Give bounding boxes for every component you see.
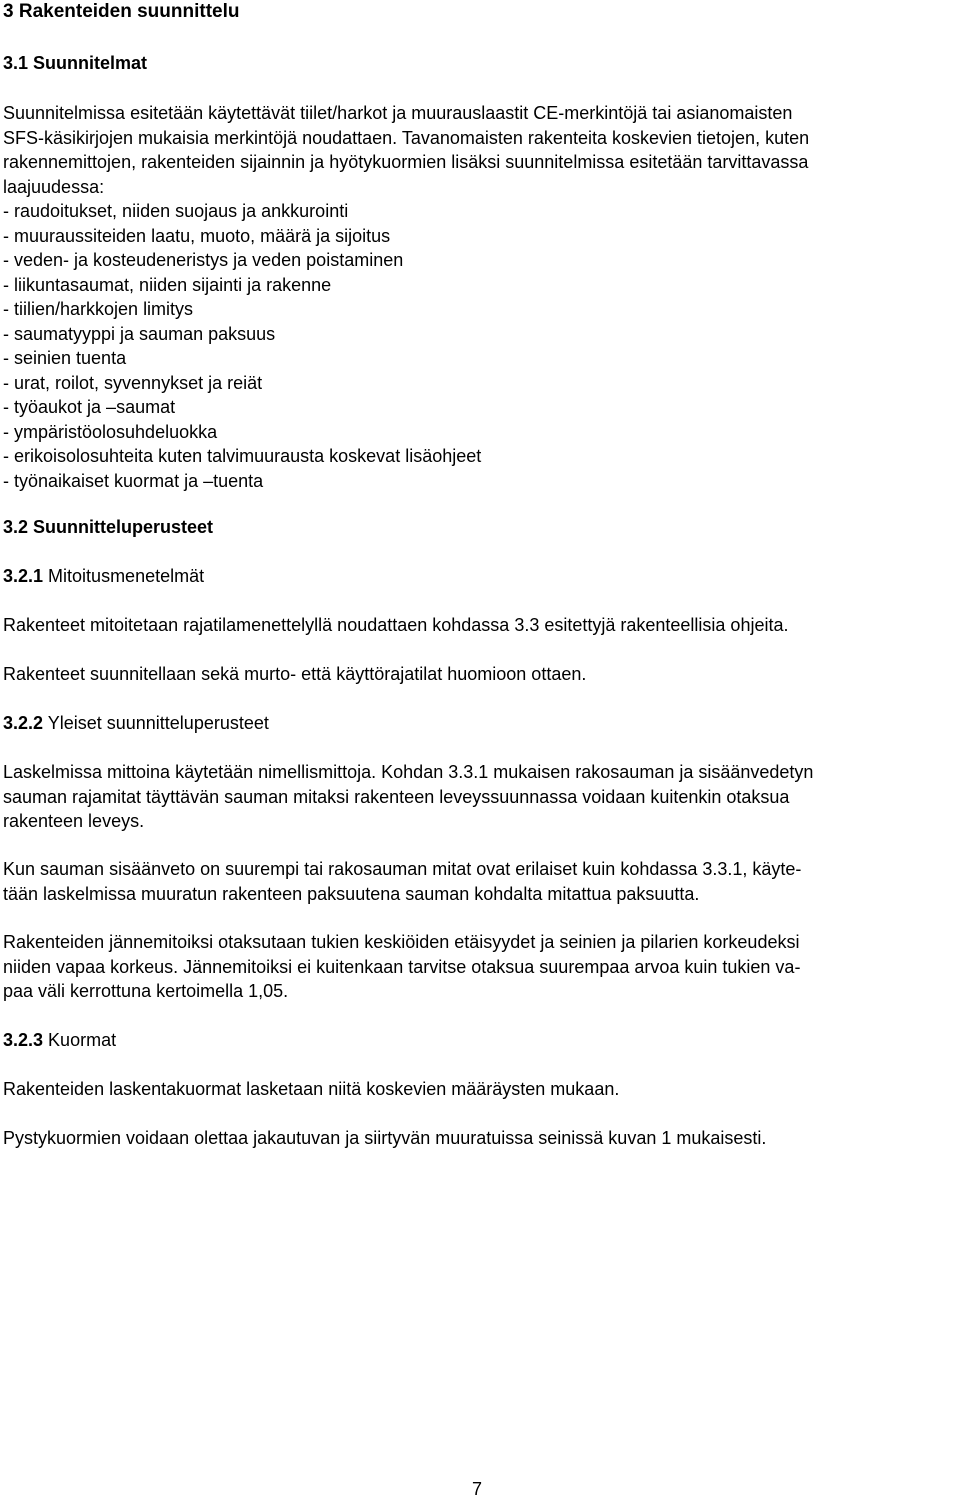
paragraph-line: Suunnitelmissa esitetään käytettävät tiilet/harkot ja muurauslaastit CE-merkintöjä tai asianomaisten: [3, 103, 793, 123]
list-item: - työaukot ja –saumat: [3, 397, 176, 417]
chapter-heading: 3 Rakenteiden suunnittelu: [3, 1, 240, 22]
paragraph: Rakenteiden laskentakuormat lasketaan niitä koskevien määräysten mukaan.: [3, 1079, 620, 1099]
paragraph-line: sauman rajamitat täyttävän sauman mitaksi rakenteen leveyssuunnassa voidaan kuitenkin otaksua: [3, 786, 790, 807]
subsection-heading-3-2-3: [3, 1028, 953, 1053]
section-heading-3-2: 3.2 Suunnitteluperusteet: [3, 517, 214, 537]
subsection-number: 3.2.2: [3, 713, 44, 733]
subsection-title: Kuormat: [43, 1030, 117, 1050]
subsection-heading-3-2-2: [3, 711, 953, 736]
list-item: - muuraussiteiden laatu, muoto, määrä ja sijoitus: [3, 225, 391, 246]
intro-paragraph: [3, 101, 953, 199]
paragraph: [3, 930, 953, 1004]
list-item: - työnaikaiset kuormat ja –tuenta: [3, 470, 264, 491]
subsection-heading-3-2-1: [3, 564, 953, 589]
section-heading-3-1: 3.1 Suunnitelmat: [3, 53, 148, 73]
paragraph-line: tään laskelmissa muuratun rakenteen paksuutena sauman kohdalta mitattua paksuutta.: [3, 883, 700, 904]
list-item: - saumatyyppi ja sauman paksuus: [3, 323, 276, 344]
paragraph-line: Laskelmissa mittoina käytetään nimellismittoja. Kohdan 3.3.1 mukaisen rakosauman ja sisäänvedetyn: [3, 762, 814, 782]
paragraph-line: rakennemittojen, rakenteiden sijainnin ja hyötykuormien lisäksi suunnitelmissa esitetään tarvittavassa: [3, 152, 809, 172]
paragraph-line: SFS-käsikirjojen mukaisia merkintöjä noudattaen. Tavanomaisten rakenteita koskevien tietojen, kuten: [3, 127, 810, 148]
page-number: 7: [472, 1479, 483, 1499]
paragraph-line: niiden vapaa korkeus. Jännemitoiksi ei kuitenkaan tarvitse otaksua suurempaa arvoa kuin tukien va-: [3, 956, 801, 977]
paragraph: [3, 857, 953, 906]
paragraph: Rakenteet mitoitetaan rajatilamenettelyllä noudattaen kohdassa 3.3 esitettyjä rakenteellisia ohjeita.: [3, 615, 789, 635]
requirements-list: [3, 199, 953, 493]
list-item: - seinien tuenta: [3, 348, 127, 368]
list-item: - ympäristöolosuhdeluokka: [3, 421, 218, 442]
list-item: - urat, roilot, syvennykset ja reiät: [3, 372, 263, 393]
list-item: - liikuntasaumat, niiden sijainti ja rakenne: [3, 274, 332, 295]
paragraph-line: laajuudessa:: [3, 176, 105, 197]
paragraph-line: rakenteen leveys.: [3, 811, 145, 831]
paragraph-line: paa väli kerrottuna kertoimella 1,05.: [3, 981, 289, 1001]
paragraph: Pystykuormien voidaan olettaa jakautuvan ja siirtyvän muuratuissa seinissä kuvan 1 mukaisesti.: [3, 1128, 767, 1148]
subsection-number: 3.2.3: [3, 1030, 44, 1050]
list-item: - raudoitukset, niiden suojaus ja ankkurointi: [3, 201, 349, 221]
subsection-number: 3.2.1: [3, 566, 44, 586]
paragraph: [3, 760, 953, 834]
list-item: - veden- ja kosteudeneristys ja veden poistaminen: [3, 250, 404, 270]
paragraph-line: Rakenteiden jännemitoiksi otaksutaan tukien keskiöiden etäisyydet ja seinien ja pilarien korkeudeksi: [3, 932, 800, 952]
list-item: - tiilien/harkkojen limitys: [3, 299, 194, 319]
list-item: - erikoisolosuhteita kuten talvimuurausta koskevat lisäohjeet: [3, 446, 482, 466]
subsection-title: Yleiset suunnitteluperusteet: [43, 713, 269, 733]
paragraph-line: Kun sauman sisäänveto on suurempi tai rakosauman mitat ovat erilaiset kuin kohdassa 3.3.1, käyte-: [3, 859, 802, 879]
subsection-title: Mitoitusmenetelmät: [43, 566, 205, 586]
paragraph: Rakenteet suunnitellaan sekä murto- että käyttörajatilat huomioon ottaen.: [3, 664, 587, 684]
